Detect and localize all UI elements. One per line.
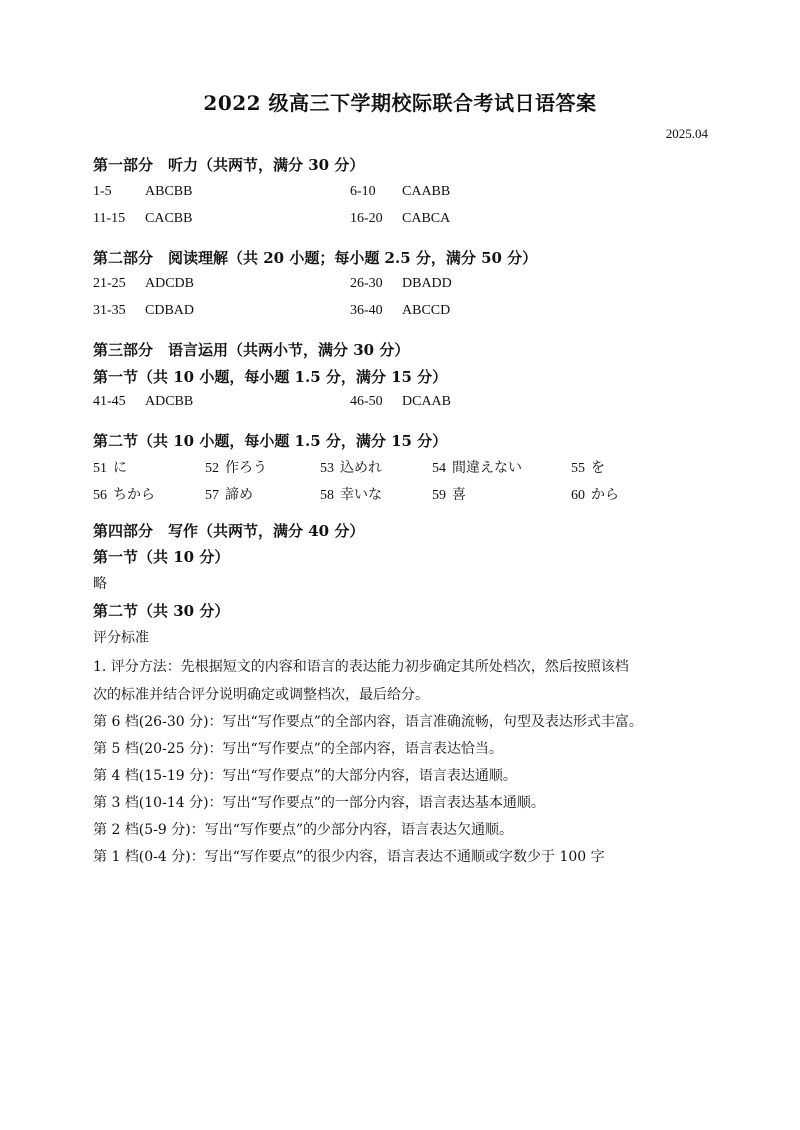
- level-line: 第 5 档(20-25 分)：写出“写作要点”的全部内容，语言表达恰当。: [93, 741, 503, 757]
- answer-row: 41-45 ADCBB: [93, 394, 194, 409]
- answer-row: 21-25 ADCDB: [93, 276, 195, 291]
- jp-answer: 59 喜: [432, 487, 466, 503]
- answer-row: 11-15 CACBB: [93, 211, 193, 226]
- part1-heading: 第一部分 听力（共两节，满分 30 分）: [93, 156, 365, 174]
- answer-row: 36-40 ABCCD: [350, 303, 451, 318]
- level-line: 第 3 档(10-14 分)：写出“写作要点”的一部分内容，语言表达基本通顺。: [93, 795, 545, 811]
- part4-heading: 第四部分 写作（共两节，满分 40 分）: [93, 522, 365, 540]
- part4-section1-body: 略: [93, 576, 107, 592]
- part3-heading: 第三部分 语言运用（共两小节，满分 30 分）: [93, 341, 410, 359]
- jp-answer: 56 ちから: [93, 487, 155, 503]
- level-line: 第 2 档(5-9 分)：写出“写作要点”的少部分内容，语言表达欠通顺。: [93, 822, 514, 838]
- answer-row: 31-35 CDBAD: [93, 303, 195, 318]
- part3-section1-heading: 第一节（共 10 小题，每小题 1.5 分，满分 15 分）: [93, 368, 448, 386]
- jp-answer: 53 込めれ: [320, 460, 382, 476]
- criteria-title: 评分标准: [93, 630, 149, 646]
- answer-row: 26-30 DBADD: [350, 276, 452, 291]
- method-line: 1. 评分方法：先根据短文的内容和语言的表达能力初步确定其所处档次，然后按照该档: [93, 659, 629, 675]
- page-title: 2022 级高三下学期校际联合考试日语答案: [203, 91, 597, 115]
- jp-answer: 60 から: [571, 487, 619, 503]
- jp-answer: 57 諦め: [205, 487, 253, 503]
- level-line: 第 6 档(26-30 分)：写出“写作要点”的全部内容，语言准确流畅，句型及表达形式丰富。: [93, 714, 643, 730]
- jp-answer: 58 幸いな: [320, 487, 382, 503]
- part4-section2-heading: 第二节（共 30 分）: [93, 602, 230, 620]
- jp-answer: 52 作ろう: [205, 460, 267, 476]
- jp-answer: 51 に: [93, 460, 127, 476]
- jp-answer: 54 間違えない: [432, 460, 522, 476]
- part2-heading: 第二部分 阅读理解（共 20 小题；每小题 2.5 分，满分 50 分）: [93, 249, 538, 267]
- part4-section1-heading: 第一节（共 10 分）: [93, 548, 230, 566]
- answer-row: 6-10 CAABB: [350, 184, 451, 199]
- exam-date: 2025.04: [665, 126, 708, 141]
- method-line: 次的标准并结合评分说明确定或调整档次，最后给分。: [93, 687, 429, 703]
- answer-row: 16-20 CABCA: [350, 211, 451, 226]
- answer-row: 1-5 ABCBB: [93, 184, 193, 199]
- jp-answer: 55 を: [571, 460, 605, 476]
- answer-row: 46-50 DCAAB: [350, 394, 452, 409]
- level-line: 第 4 档(15-19 分)：写出“写作要点”的大部分内容，语言表达通顺。: [93, 768, 517, 784]
- level-line: 第 1 档(0-4 分)：写出“写作要点”的很少内容，语言表达不通顺或字数少于 100 字: [93, 849, 605, 865]
- part3-section2-heading: 第二节（共 10 小题，每小题 1.5 分，满分 15 分）: [93, 432, 448, 450]
